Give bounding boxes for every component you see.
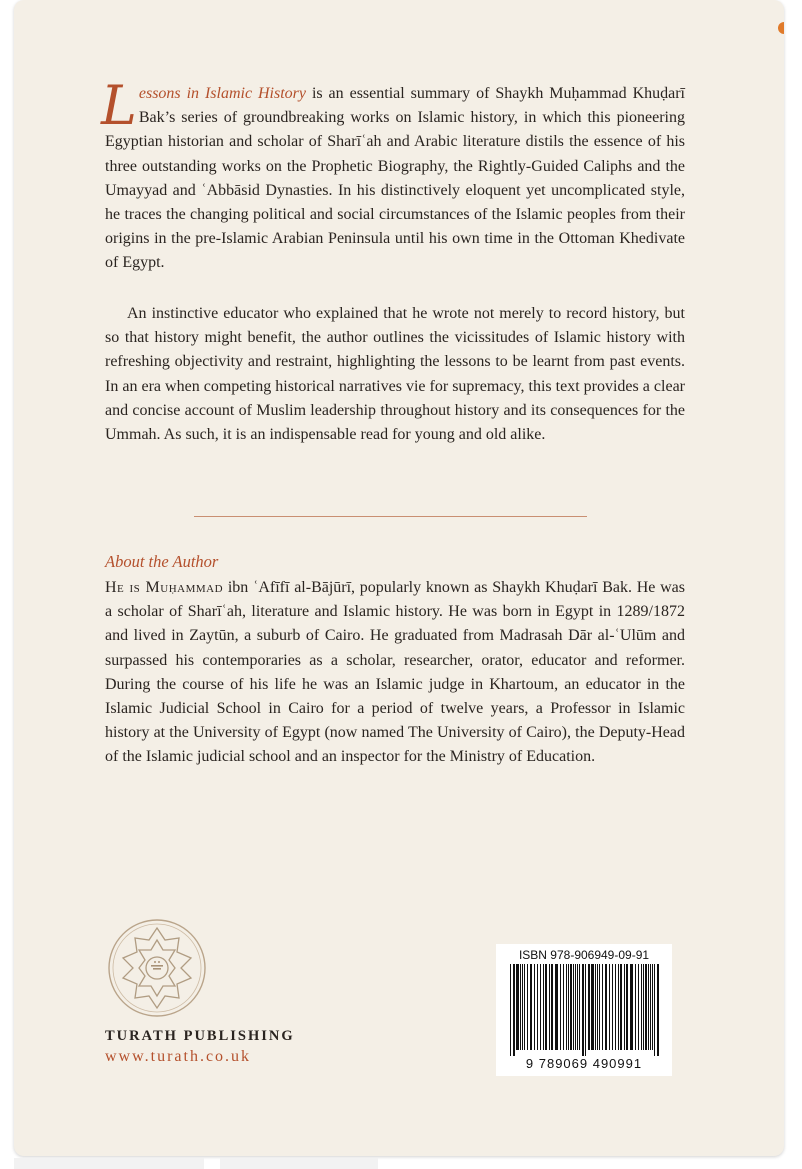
barcode-bar (650, 964, 651, 1050)
barcode-bar (543, 964, 544, 1050)
barcode-bar (602, 964, 603, 1050)
isbn-label: ISBN 978-906949-09-91 (518, 948, 650, 962)
barcode-bar (516, 964, 519, 1050)
blurb-paragraph-2 (105, 302, 685, 447)
barcode-bar (612, 964, 613, 1050)
blurb-text-2: An instinctive educator who explained that he wrote not merely to record history, but so that history might benefit, the author outlines the vicissitudes of Islamic history with refreshing objectivity and restraint, highlighting the lessons to be learnt from past events. In an era when competing historical narratives vie for supremacy, this text provides a clear and concise account of Muslim leadership throughout history and its consequences for the Ummah. As such, it is an indispensable read for young and old alike. (105, 305, 685, 444)
barcode-bar (648, 964, 649, 1050)
barcode-bar (520, 964, 521, 1050)
barcode-bar (657, 964, 659, 1056)
barcode-bar (555, 964, 558, 1050)
footer-strip-right (220, 1158, 378, 1169)
barcode-bar (585, 964, 586, 1056)
barcode-bar (545, 964, 547, 1050)
barcode-bar (563, 964, 564, 1050)
barcode-bar (566, 964, 567, 1050)
barcode-bar (652, 964, 653, 1050)
book-title: essons in Islamic History (138, 85, 306, 102)
barcode-bar (595, 964, 596, 1050)
barcode-bar (643, 964, 644, 1050)
barcode-bar (568, 964, 569, 1050)
book-back-cover (14, 0, 784, 1156)
blurb-paragraph-1 (101, 74, 685, 276)
barcode-bar (549, 964, 550, 1050)
about-author-paragraph (105, 576, 685, 770)
barcode-bar (530, 964, 532, 1050)
barcode-bar (551, 964, 553, 1050)
barcode-bar (645, 964, 647, 1050)
barcode-bar (620, 964, 622, 1050)
barcode-bar (638, 964, 639, 1050)
barcode-bar (527, 964, 528, 1050)
barcode-bar (630, 964, 633, 1050)
barcode-bar (570, 964, 572, 1050)
barcode-bar (522, 964, 523, 1050)
barcode-bar (560, 964, 561, 1050)
barcode-bar (579, 964, 580, 1050)
section-divider (194, 516, 587, 517)
barcode-bar (615, 964, 616, 1050)
publisher-website[interactable]: www.turath.co.uk (105, 1048, 252, 1065)
barcode-bar (618, 964, 619, 1050)
barcode-bar (575, 964, 576, 1050)
author-bio: ibn ʿAfīfī al-Bājūrī, popularly known as Shaykh Khuḍarī Bak. He was a scholar of Sharīʿah, literature and Islamic history. He was born in Egypt in 1289/1872 and lived in Zaytūn, a suburb of Cairo. He graduated from Madrasah Dār al-ʿUlūm and surpassed his contemporaries as a scholar, researcher, orator, educator and reformer. During the course of his life he was an Islamic judge in Khartoum, an educator in the Islamic Judicial School in Cairo for a period of twelve years, a Professor in Islamic history at the University of Egypt (now named The University of Cairo), the Deputy-Head of the Islamic judicial school and an inspector for the Ministry of Education. (105, 579, 685, 766)
barcode-bar (654, 964, 655, 1056)
corner-marker (778, 22, 784, 34)
barcode-bar (513, 964, 515, 1056)
blurb-text-1: is an essential summary of Shaykh Muḥammad Khuḍarī Bak’s series of groundbreaking works on Islamic history, in which this pioneering Egyptian historian and scholar of Sharīʿah and Arabic literature distils the essence of his three outstanding works on the Prophetic Biography, the Rightly-Guided Caliphs and the Umayyad and ʿAbbāsid Dynasties. In his distinctively eloquent yet uncomplicated style, he traces the changing political and social circumstances of the Islamic peoples from their origins in the pre-Islamic Arabian Peninsula until his own time in the Ottoman Khedivate of Egypt. (105, 85, 685, 272)
barcode-digits: 9 789069 490991 (525, 1056, 643, 1071)
footer-strip-left (14, 1158, 204, 1169)
barcode-bar (537, 964, 538, 1050)
barcode-bar (597, 964, 598, 1050)
barcode-bar (510, 964, 511, 1056)
author-lead: He is Muḥammad (105, 579, 224, 596)
barcode-bar (624, 964, 625, 1050)
barcode-bar (605, 964, 607, 1050)
barcode-bar (577, 964, 578, 1050)
barcode-bar (573, 964, 574, 1050)
barcode-bar (524, 964, 525, 1050)
barcode-bar (641, 964, 642, 1050)
barcode-bar (609, 964, 610, 1050)
barcode-bar (591, 964, 594, 1050)
barcode-bar (599, 964, 600, 1050)
barcode-bar (626, 964, 628, 1050)
barcode-bar (534, 964, 535, 1050)
barcode-bars (508, 964, 660, 1056)
barcode-bar (588, 964, 590, 1050)
barcode-bar (582, 964, 584, 1056)
isbn-barcode (496, 944, 672, 1076)
turath-seal-icon (107, 918, 207, 1018)
publisher-name: TURATH PUBLISHING (105, 1028, 295, 1044)
barcode-bar (635, 964, 636, 1050)
about-author-heading: About the Author (105, 552, 219, 571)
drop-cap: L (101, 74, 137, 137)
barcode-bar (540, 964, 541, 1050)
